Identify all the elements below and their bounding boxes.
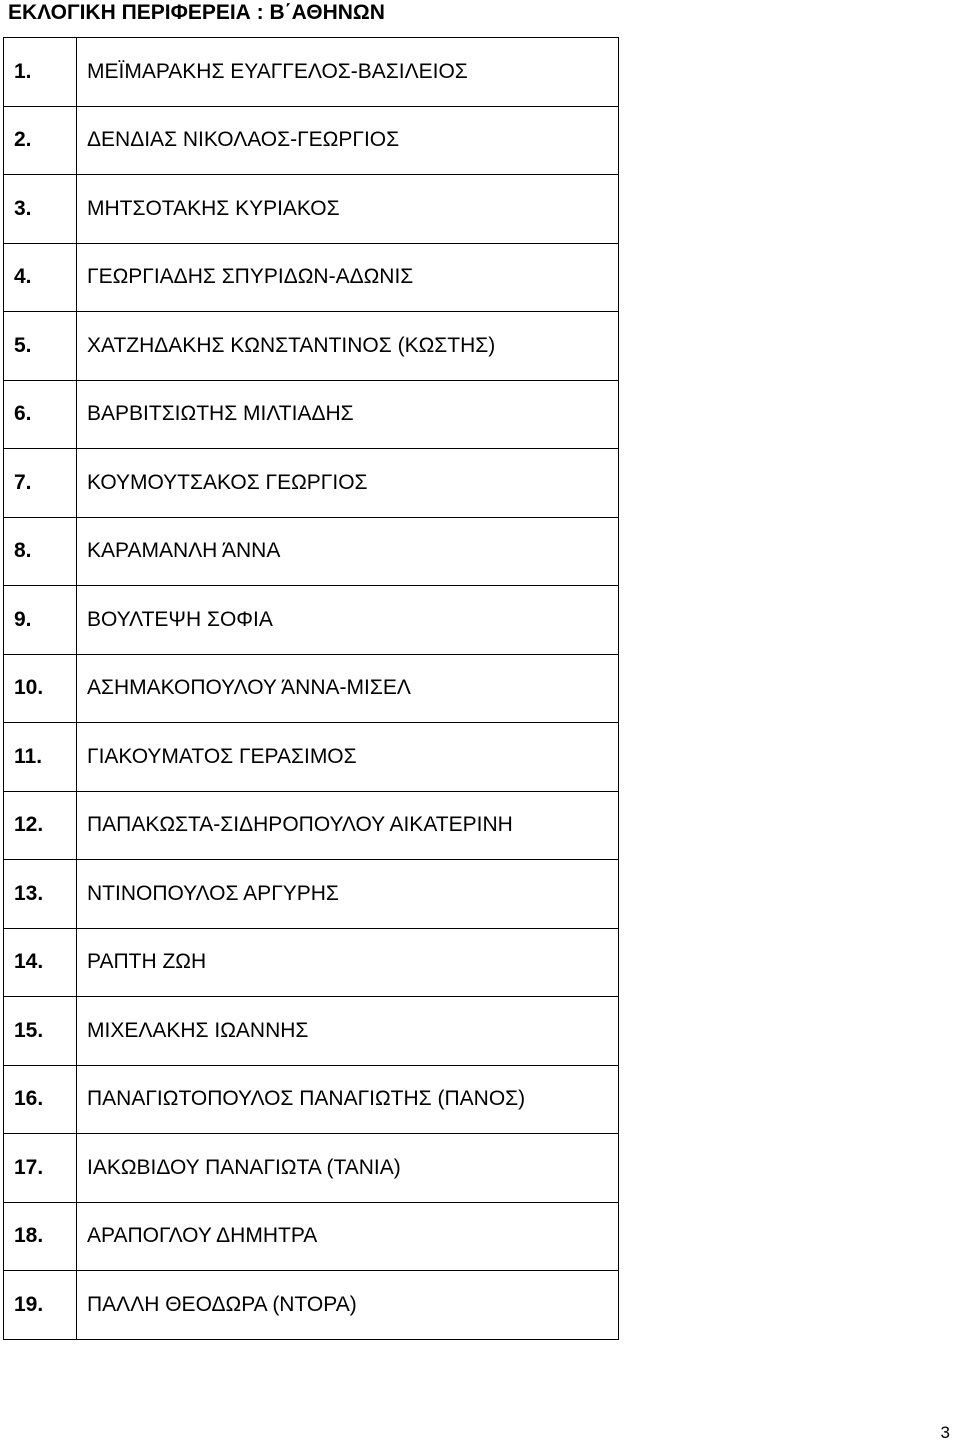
candidate-name: ΝΤΙΝΟΠΟΥΛΟΣ ΑΡΓΥΡΗΣ [77,860,619,929]
candidate-table-body [4,38,619,1340]
candidate-name: ΜΗΤΣΟΤΑΚΗΣ ΚΥΡΙΑΚΟΣ [77,175,619,244]
candidate-name: ΠΑΝΑΓΙΩΤΟΠΟΥΛΟΣ ΠΑΝΑΓΙΩΤΗΣ (ΠΑΝΟΣ) [77,1065,619,1134]
page-number: 3 [940,1423,950,1442]
candidate-name: ΠΑΛΛΗ ΘΕΟΔΩΡΑ (ΝΤΟΡΑ) [77,1271,619,1340]
candidate-name: ΓΙΑΚΟΥΜΑΤΟΣ ΓΕΡΑΣΙΜΟΣ [77,723,619,792]
candidate-name: ΚΟΥΜΟΥΤΣΑΚΟΣ ΓΕΩΡΓΙΟΣ [77,449,619,518]
candidate-number: 5. [4,312,77,381]
candidate-name: ΙΑΚΩΒΙΔΟΥ ΠΑΝΑΓΙΩΤΑ (ΤΑΝΙΑ) [77,1134,619,1203]
table-row [4,517,619,586]
candidate-number: 17. [4,1134,77,1203]
candidate-number: 1. [4,38,77,107]
candidate-number: 6. [4,380,77,449]
candidate-number: 13. [4,860,77,929]
table-row [4,243,619,312]
candidate-name: ΠΑΠΑΚΩΣΤΑ-ΣΙΔΗΡΟΠΟΥΛΟΥ ΑΙΚΑΤΕΡΙΝΗ [77,791,619,860]
table-row [4,1271,619,1340]
candidate-name: ΒΑΡΒΙΤΣΙΩΤΗΣ ΜΙΛΤΙΑΔΗΣ [77,380,619,449]
table-row [4,860,619,929]
candidate-table [3,37,619,1340]
table-row [4,449,619,518]
table-row [4,586,619,655]
table-row [4,175,619,244]
table-row [4,654,619,723]
table-row [4,1202,619,1271]
table-row [4,380,619,449]
candidate-name: ΒΟΥΛΤΕΨΗ ΣΟΦΙΑ [77,586,619,655]
candidate-number: 7. [4,449,77,518]
candidate-number: 19. [4,1271,77,1340]
candidate-name: ΑΣΗΜΑΚΟΠΟΥΛΟΥ ΆΝΝΑ-ΜΙΣΕΛ [77,654,619,723]
candidate-number: 14. [4,928,77,997]
table-row [4,1065,619,1134]
document-heading: ΕΚΛΟΓΙΚΗ ΠΕΡΙΦΕΡΕΙΑ : Β΄ΑΘΗΝΩΝ [8,1,385,24]
candidate-name: ΔΕΝΔΙΑΣ ΝΙΚΟΛΑΟΣ-ΓΕΩΡΓΙΟΣ [77,106,619,175]
table-row [4,723,619,792]
candidate-name: ΜΙΧΕΛΑΚΗΣ ΙΩΑΝΝΗΣ [77,997,619,1066]
candidate-name: ΡΑΠΤΗ ΖΩΗ [77,928,619,997]
candidate-number: 16. [4,1065,77,1134]
candidate-number: 9. [4,586,77,655]
table-row [4,1134,619,1203]
candidate-name: ΓΕΩΡΓΙΑΔΗΣ ΣΠΥΡΙΔΩΝ-ΑΔΩΝΙΣ [77,243,619,312]
candidate-number: 12. [4,791,77,860]
table-row [4,312,619,381]
candidate-name: ΑΡΑΠΟΓΛΟΥ ΔΗΜΗΤΡΑ [77,1202,619,1271]
candidate-number: 11. [4,723,77,792]
candidate-number: 18. [4,1202,77,1271]
candidate-name: ΧΑΤΖΗΔΑΚΗΣ ΚΩΝΣΤΑΝΤΙΝΟΣ (ΚΩΣΤΗΣ) [77,312,619,381]
candidate-name: ΜΕΪΜΑΡΑΚΗΣ ΕΥΑΓΓΕΛΟΣ-ΒΑΣΙΛΕΙΟΣ [77,38,619,107]
table-row [4,791,619,860]
table-row [4,38,619,107]
candidate-number: 15. [4,997,77,1066]
candidate-number: 4. [4,243,77,312]
candidate-number: 10. [4,654,77,723]
candidate-number: 8. [4,517,77,586]
candidate-number: 2. [4,106,77,175]
candidate-name: ΚΑΡΑΜΑΝΛΗ ΆΝΝΑ [77,517,619,586]
candidate-number: 3. [4,175,77,244]
table-row [4,928,619,997]
table-row [4,106,619,175]
table-row [4,997,619,1066]
